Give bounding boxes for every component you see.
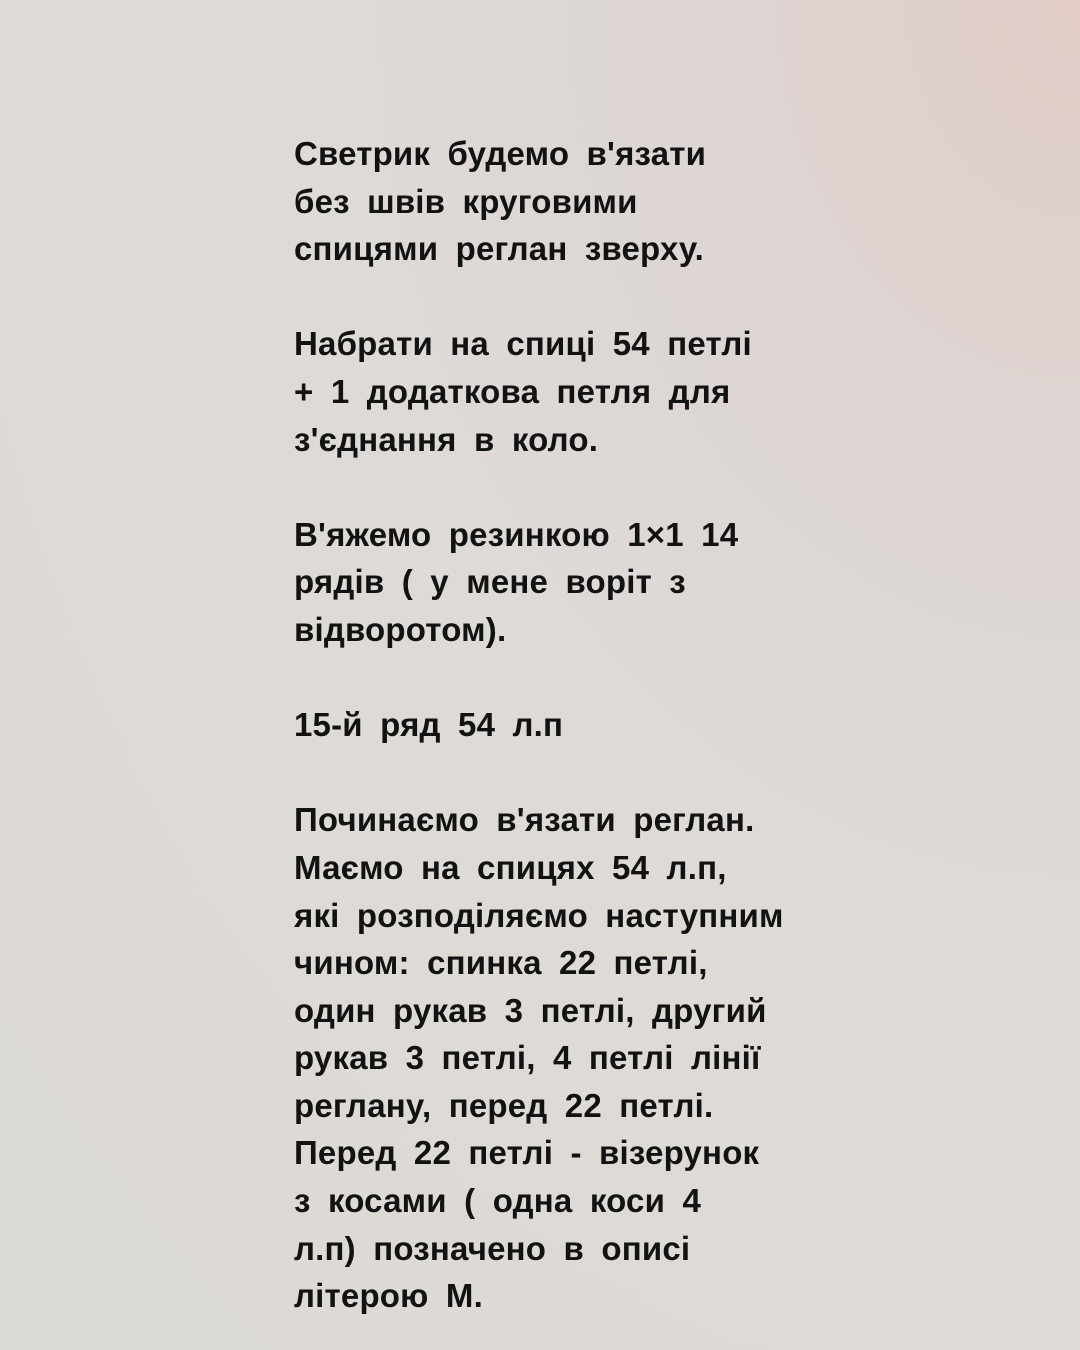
instruction-text	[294, 130, 854, 1320]
paragraph-ribbing: В'яжемо резинкою 1×1 14 рядів ( у мене воріт з відворотом).	[294, 515, 739, 648]
paragraph-row-15: 15-й ряд 54 л.п	[294, 706, 564, 744]
paragraph-cast-on: Набрати на спиці 54 петлі + 1 додаткова петля для з'єднання в коло.	[294, 325, 752, 458]
paragraph-raglan: Починаємо в'язати реглан. Маємо на спицях 54 л.п, які розподіляємо наступним чином: спинка 22 петлі, один рукав 3 петлі, другий рукав 3 петлі, 4 петлі лінії реглану, перед 22 петлі. Перед 22 петлі - візерунок з косами ( одна коси 4 л.п) позначено в описі літерою М.	[294, 801, 784, 1315]
paragraph-intro: Светрик будемо в'язати без швів круговими спицями реглан зверху.	[294, 135, 707, 268]
